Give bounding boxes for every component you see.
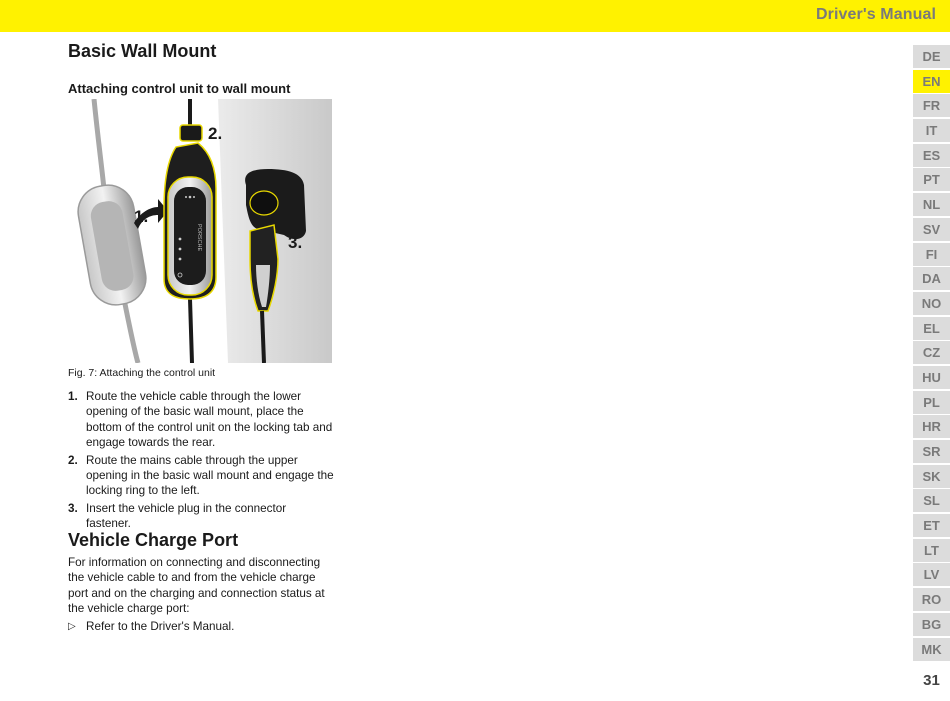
language-tab-cz[interactable]: CZ bbox=[913, 341, 950, 364]
step-item bbox=[68, 389, 334, 451]
reference-bullet bbox=[68, 619, 334, 634]
figure-caption: Fig. 7: Attaching the control unit bbox=[68, 367, 216, 379]
step-number: 1. bbox=[68, 390, 78, 403]
section-title: Vehicle Charge Port bbox=[68, 530, 239, 550]
language-tab-sv[interactable]: SV bbox=[913, 218, 950, 241]
language-tab-fr[interactable]: FR bbox=[913, 94, 950, 117]
language-tab-hu[interactable]: HU bbox=[913, 366, 950, 389]
language-tab-da[interactable]: DA bbox=[913, 267, 950, 290]
language-tab-sk[interactable]: SK bbox=[913, 465, 950, 488]
step-text: Route the vehicle cable through the lower opening of the basic wall mount, place the bottom of the control unit on the locking tab and engage towards the rear. bbox=[86, 390, 333, 450]
step-number: 3. bbox=[68, 501, 78, 515]
callout-3: 3. bbox=[288, 233, 303, 252]
language-tab-et[interactable]: ET bbox=[913, 514, 950, 537]
language-tab-lv[interactable]: LV bbox=[913, 563, 950, 586]
language-tab-sl[interactable]: SL bbox=[913, 489, 950, 512]
language-tab-lt[interactable]: LT bbox=[913, 539, 950, 562]
callout-1: 1. bbox=[134, 207, 149, 226]
step-item bbox=[68, 501, 334, 532]
brand-text: PORSCHE bbox=[196, 224, 202, 252]
vehicle-cable bbox=[262, 311, 264, 363]
language-tab-el[interactable]: EL bbox=[913, 317, 950, 340]
steps-list bbox=[68, 389, 334, 534]
language-tab-de[interactable]: DE bbox=[913, 45, 950, 68]
language-tab-nl[interactable]: NL bbox=[913, 193, 950, 216]
bullet-text: Refer to the Driver's Manual. bbox=[86, 619, 235, 633]
language-tab-no[interactable]: NO bbox=[913, 292, 950, 315]
section-basic-wall-mount bbox=[68, 40, 334, 97]
triangle-right-icon: ▷ bbox=[68, 620, 76, 632]
callout-2: 2. bbox=[208, 124, 223, 143]
language-tab-hr[interactable]: HR bbox=[913, 415, 950, 438]
step-item bbox=[68, 453, 334, 499]
language-tab-ro[interactable]: RO bbox=[913, 588, 950, 611]
step-text: Route the mains cable through the upper opening in the basic wall mount and engage the locking ring to the left. bbox=[86, 453, 334, 498]
manual-title: Driver's Manual bbox=[815, 6, 936, 23]
illustration bbox=[68, 99, 332, 363]
language-tab-mk[interactable]: MK bbox=[913, 638, 950, 661]
figure-attaching-control-unit bbox=[68, 99, 332, 363]
step-number: 2. bbox=[68, 453, 78, 467]
language-tab-es[interactable]: ES bbox=[913, 144, 950, 167]
language-tab-bg[interactable]: BG bbox=[913, 613, 950, 636]
language-tab-pl[interactable]: PL bbox=[913, 391, 950, 414]
section-body: For information on connecting and disconnecting the vehicle cable to and from the vehicle charge port and on the charging and connection status at the vehicle charge port: bbox=[68, 556, 325, 616]
section-title: Basic Wall Mount bbox=[68, 41, 217, 61]
language-tab-fi[interactable]: FI bbox=[913, 243, 950, 266]
language-tab-en[interactable]: EN bbox=[913, 70, 950, 93]
section-subtitle: Attaching control unit to wall mount bbox=[68, 81, 291, 96]
language-sidebar bbox=[913, 45, 950, 662]
language-tab-pt[interactable]: PT bbox=[913, 168, 950, 191]
language-tab-it[interactable]: IT bbox=[913, 119, 950, 142]
language-tab-sr[interactable]: SR bbox=[913, 440, 950, 463]
locking-ring bbox=[180, 125, 202, 141]
section-vehicle-charge-port bbox=[68, 529, 334, 634]
header-bar bbox=[0, 0, 950, 32]
step-text: Insert the vehicle plug in the connector fastener. bbox=[86, 501, 287, 531]
page-number: 31 bbox=[923, 672, 940, 689]
